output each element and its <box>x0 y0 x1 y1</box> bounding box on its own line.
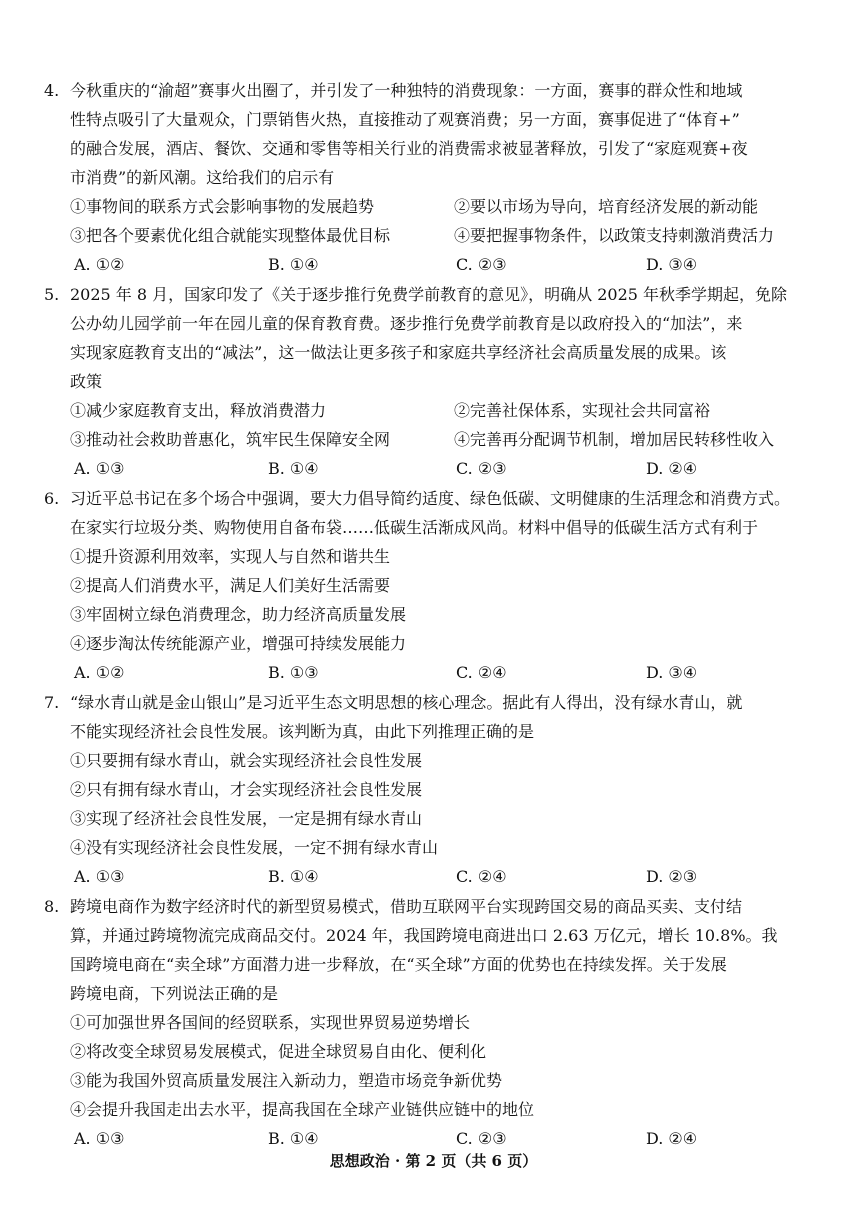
option-d[interactable]: D. ③④ <box>646 663 698 682</box>
option-c[interactable]: C. ②③ <box>456 1129 507 1148</box>
statement: ④逐步淘汰传统能源产业，增强可持续发展能力 <box>70 634 407 653</box>
question-stem-line: 5. 2025 年 8 月，国家印发了《关于逐步推行免费学前教育的意见》，明确从 2025 年秋季学期起，免除 <box>44 280 834 309</box>
question-stem-line: 国跨境电商在“卖全球”方面潜力进一步释放，在“买全球”方面的优势也在持续发挥。关于发展 <box>70 955 727 974</box>
option-b[interactable]: B. ①④ <box>268 1129 319 1148</box>
statement: ③能为我国外贸高质量发展注入新动力，塑造市场竞争新优势 <box>70 1071 503 1090</box>
statement-row <box>44 396 834 425</box>
question-stem-line: 在家实行垃圾分类、购物使用自备布袋……低碳生活渐成风尚。材料中倡导的低碳生活方式有利于 <box>70 518 759 537</box>
option-a[interactable]: A. ①③ <box>74 1129 125 1148</box>
question-stem-line: 算，并通过跨境物流完成商品交付。2024 年，我国跨境电商进出口 2.63 万亿元，增长 10.8%。我 <box>70 926 778 945</box>
option-a[interactable]: A. ①② <box>74 255 125 274</box>
question-stem-line: 市消费”的新风潮。这给我们的启示有 <box>70 168 335 187</box>
question-number: 8. <box>44 897 60 916</box>
statement-row <box>44 221 834 250</box>
question-stem-line: 不能实现经济社会良性发展。该判断为真，由此下列推理正确的是 <box>70 722 535 741</box>
question-stem-line: 7. “绿水青山就是金山银山”是习近平生态文明思想的核心理念。据此有人得出，没有绿水青山，就 <box>44 688 834 717</box>
question-stem-line: 政策 <box>70 372 103 391</box>
statement: ①事物间的联系方式会影响事物的发展趋势 <box>70 197 375 216</box>
question-5 <box>44 280 834 483</box>
answer-options <box>44 250 834 279</box>
question-stem-line: 公办幼儿园学前一年在园儿童的保育教育费。逐步推行免费学前教育是以政府投入的“加法”，来 <box>70 314 743 333</box>
question-stem-line: 4. 今秋重庆的“渝超”赛事火出圈了，并引发了一种独特的消费现象：一方面，赛事的群众性和地域 <box>44 76 834 105</box>
statement: ③实现了经济社会良性发展，一定是拥有绿水青山 <box>70 809 423 828</box>
question-number: 4. <box>44 81 60 100</box>
statement: ①可加强世界各国间的经贸联系，实现世界贸易逆势增长 <box>70 1013 471 1032</box>
statement: ③牢固树立绿色消费理念，助力经济高质量发展 <box>70 605 407 624</box>
option-a[interactable]: A. ①③ <box>74 459 125 478</box>
option-b[interactable]: B. ①④ <box>268 459 319 478</box>
statement: ②完善社保体系，实现社会共同富裕 <box>454 401 711 420</box>
option-b[interactable]: B. ①③ <box>268 663 319 682</box>
question-number: 5. <box>44 285 60 304</box>
page-footer: 思想政治 · 第 2 页（共 6 页） <box>329 1152 538 1170</box>
question-number: 7. <box>44 693 60 712</box>
answer-options <box>44 862 834 891</box>
answer-options <box>44 454 834 483</box>
option-c[interactable]: C. ②④ <box>456 867 507 886</box>
statement: ②要以市场为导向，培育经济发展的新动能 <box>454 197 759 216</box>
statement: ①只要拥有绿水青山，就会实现经济社会良性发展 <box>70 751 423 770</box>
question-stem-line: 8. 跨境电商作为数字经济时代的新型贸易模式，借助互联网平台实现跨国交易的商品买卖、支付结 <box>44 892 834 921</box>
option-c[interactable]: C. ②④ <box>456 663 507 682</box>
statement: ②将改变全球贸易发展模式，促进全球贸易自由化、便利化 <box>70 1042 487 1061</box>
option-a[interactable]: A. ①③ <box>74 867 125 886</box>
statement: ④完善再分配调节机制，增加居民转移性收入 <box>454 430 775 449</box>
statement-row <box>44 192 834 221</box>
question-4 <box>44 76 834 279</box>
statement: ①提升资源利用效率，实现人与自然和谐共生 <box>70 547 391 566</box>
question-stem-line: 6. 习近平总书记在多个场合中强调，要大力倡导简约适度、绿色低碳、文明健康的生活理念和消费方式。 <box>44 484 834 513</box>
statement: ④没有实现经济社会良性发展，一定不拥有绿水青山 <box>70 838 439 857</box>
statement: ③推动社会救助普惠化，筑牢民生保障安全网 <box>70 430 391 449</box>
option-d[interactable]: D. ②④ <box>646 459 698 478</box>
question-stem-line: 的融合发展，酒店、餐饮、交通和零售等相关行业的消费需求被显著释放，引发了“家庭观赛+夜 <box>70 139 748 158</box>
question-stem-line: 实现家庭教育支出的“减法”，这一做法让更多孩子和家庭共享经济社会高质量发展的成果。该 <box>70 343 727 362</box>
statement: ③把各个要素优化组合就能实现整体最优目标 <box>70 226 391 245</box>
statement: ④要把握事物条件，以政策支持刺激消费活力 <box>454 226 775 245</box>
option-b[interactable]: B. ①④ <box>268 255 319 274</box>
question-stem-line: 跨境电商，下列说法正确的是 <box>70 984 279 1003</box>
question-6 <box>44 484 834 687</box>
option-b[interactable]: B. ①④ <box>268 867 319 886</box>
answer-options <box>44 1124 834 1153</box>
question-8 <box>44 892 834 1153</box>
option-d[interactable]: D. ②④ <box>646 1129 698 1148</box>
question-number: 6. <box>44 489 60 508</box>
statement: ①减少家庭教育支出，释放消费潜力 <box>70 401 327 420</box>
option-d[interactable]: D. ②③ <box>646 867 698 886</box>
statement: ②只有拥有绿水青山，才会实现经济社会良性发展 <box>70 780 423 799</box>
statement: ②提高人们消费水平，满足人们美好生活需要 <box>70 576 391 595</box>
statement-row <box>44 425 834 454</box>
answer-options <box>44 658 834 687</box>
option-a[interactable]: A. ①② <box>74 663 125 682</box>
option-c[interactable]: C. ②③ <box>456 255 507 274</box>
option-c[interactable]: C. ②③ <box>456 459 507 478</box>
option-d[interactable]: D. ③④ <box>646 255 698 274</box>
statement: ④会提升我国走出去水平，提高我国在全球产业链供应链中的地位 <box>70 1100 535 1119</box>
question-7 <box>44 688 834 891</box>
question-stem-line: 性特点吸引了大量观众，门票销售火热，直接推动了观赛消费；另一方面，赛事促进了“体育+” <box>70 110 740 129</box>
